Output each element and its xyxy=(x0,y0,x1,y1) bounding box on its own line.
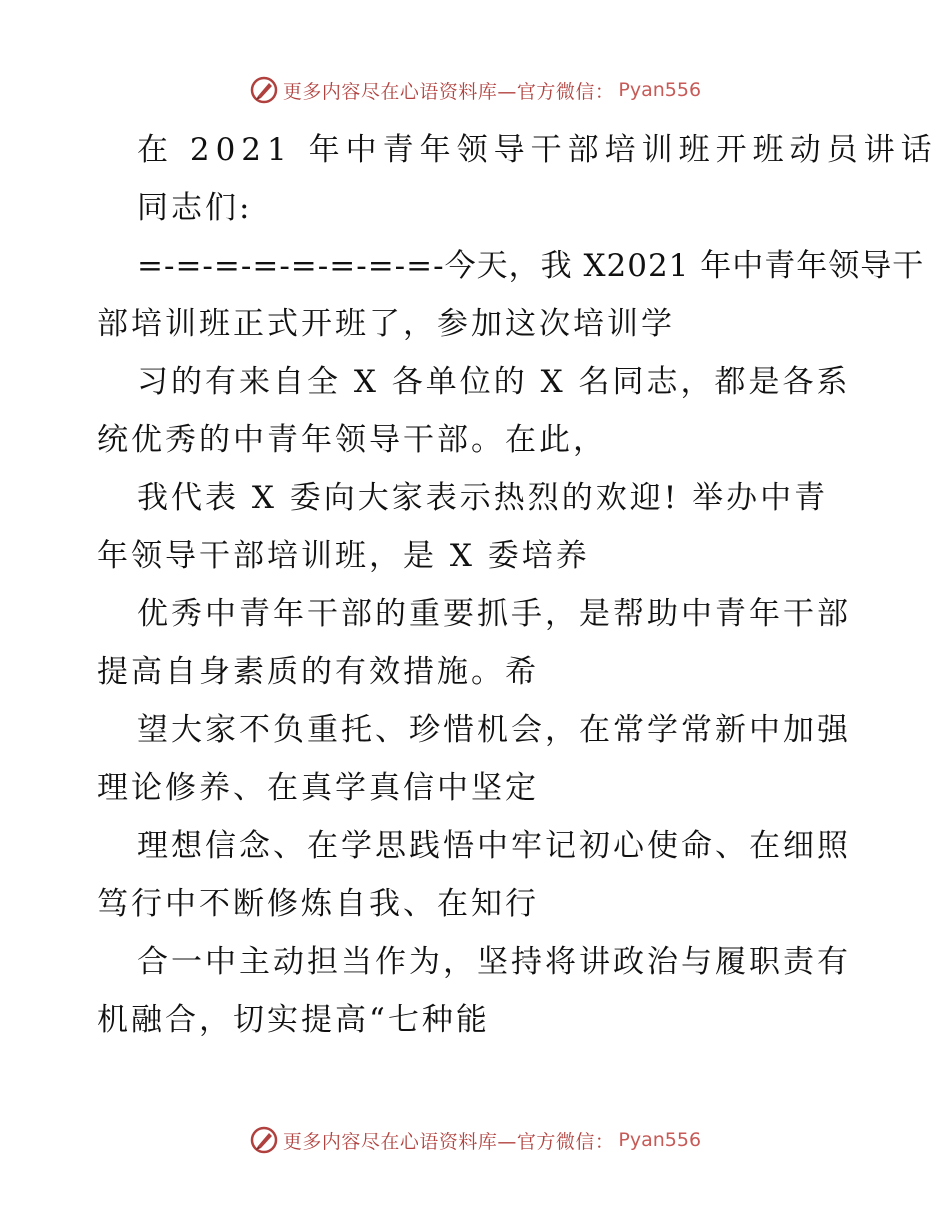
body-line: 提高自身素质的有效措施。希 xyxy=(97,654,539,690)
body-line: 年领导干部培训班，是 X 委培养 xyxy=(97,538,590,574)
body-line: 部培训班正式开班了，参加这次培训学 xyxy=(97,306,675,342)
body-line: 笃行中不断修炼自我、在知行 xyxy=(97,886,539,922)
body-line: 理想信念、在学思践悟中牢记初心使命、在细照 xyxy=(137,828,851,864)
salutation: 同志们: xyxy=(137,190,253,226)
body-line: 合一中主动担当作为，坚持将讲政治与履职责有 xyxy=(137,944,851,980)
body-line: =-=-=-=-=-=-=-=-今天，我 X2021 年中青年领导干 xyxy=(137,248,925,284)
footer-watermark xyxy=(0,1120,950,1160)
document-title: 在 2021 年中青年领导干部培训班开班动员讲话 xyxy=(137,132,938,168)
body-line: 机融合，切实提高“七种能 xyxy=(97,1002,490,1038)
body-line: 优秀中青年干部的重要抓手，是帮助中青年干部 xyxy=(137,596,851,632)
body-line: 望大家不负重托、珍惜机会，在常学常新中加强 xyxy=(137,712,851,748)
body-line: 理论修养、在真学真信中坚定 xyxy=(97,770,539,806)
body-line: 我代表 X 委向大家表示热烈的欢迎! 举办中青 xyxy=(137,480,829,516)
watermark-text: 更多内容尽在心语资料库—官方微信： xyxy=(282,1130,615,1153)
body-line: 统优秀的中青年领导干部。在此， xyxy=(97,422,607,458)
header-watermark xyxy=(0,70,950,110)
watermark-id: Pyan556 xyxy=(618,79,702,101)
pen-logo-icon xyxy=(249,75,279,105)
watermark-text: 更多内容尽在心语资料库—官方微信： xyxy=(282,80,615,103)
pen-logo-icon xyxy=(249,1125,279,1155)
body-line: 习的有来自全 X 各单位的 X 名同志，都是各系 xyxy=(137,364,851,400)
watermark-id: Pyan556 xyxy=(618,1129,702,1151)
